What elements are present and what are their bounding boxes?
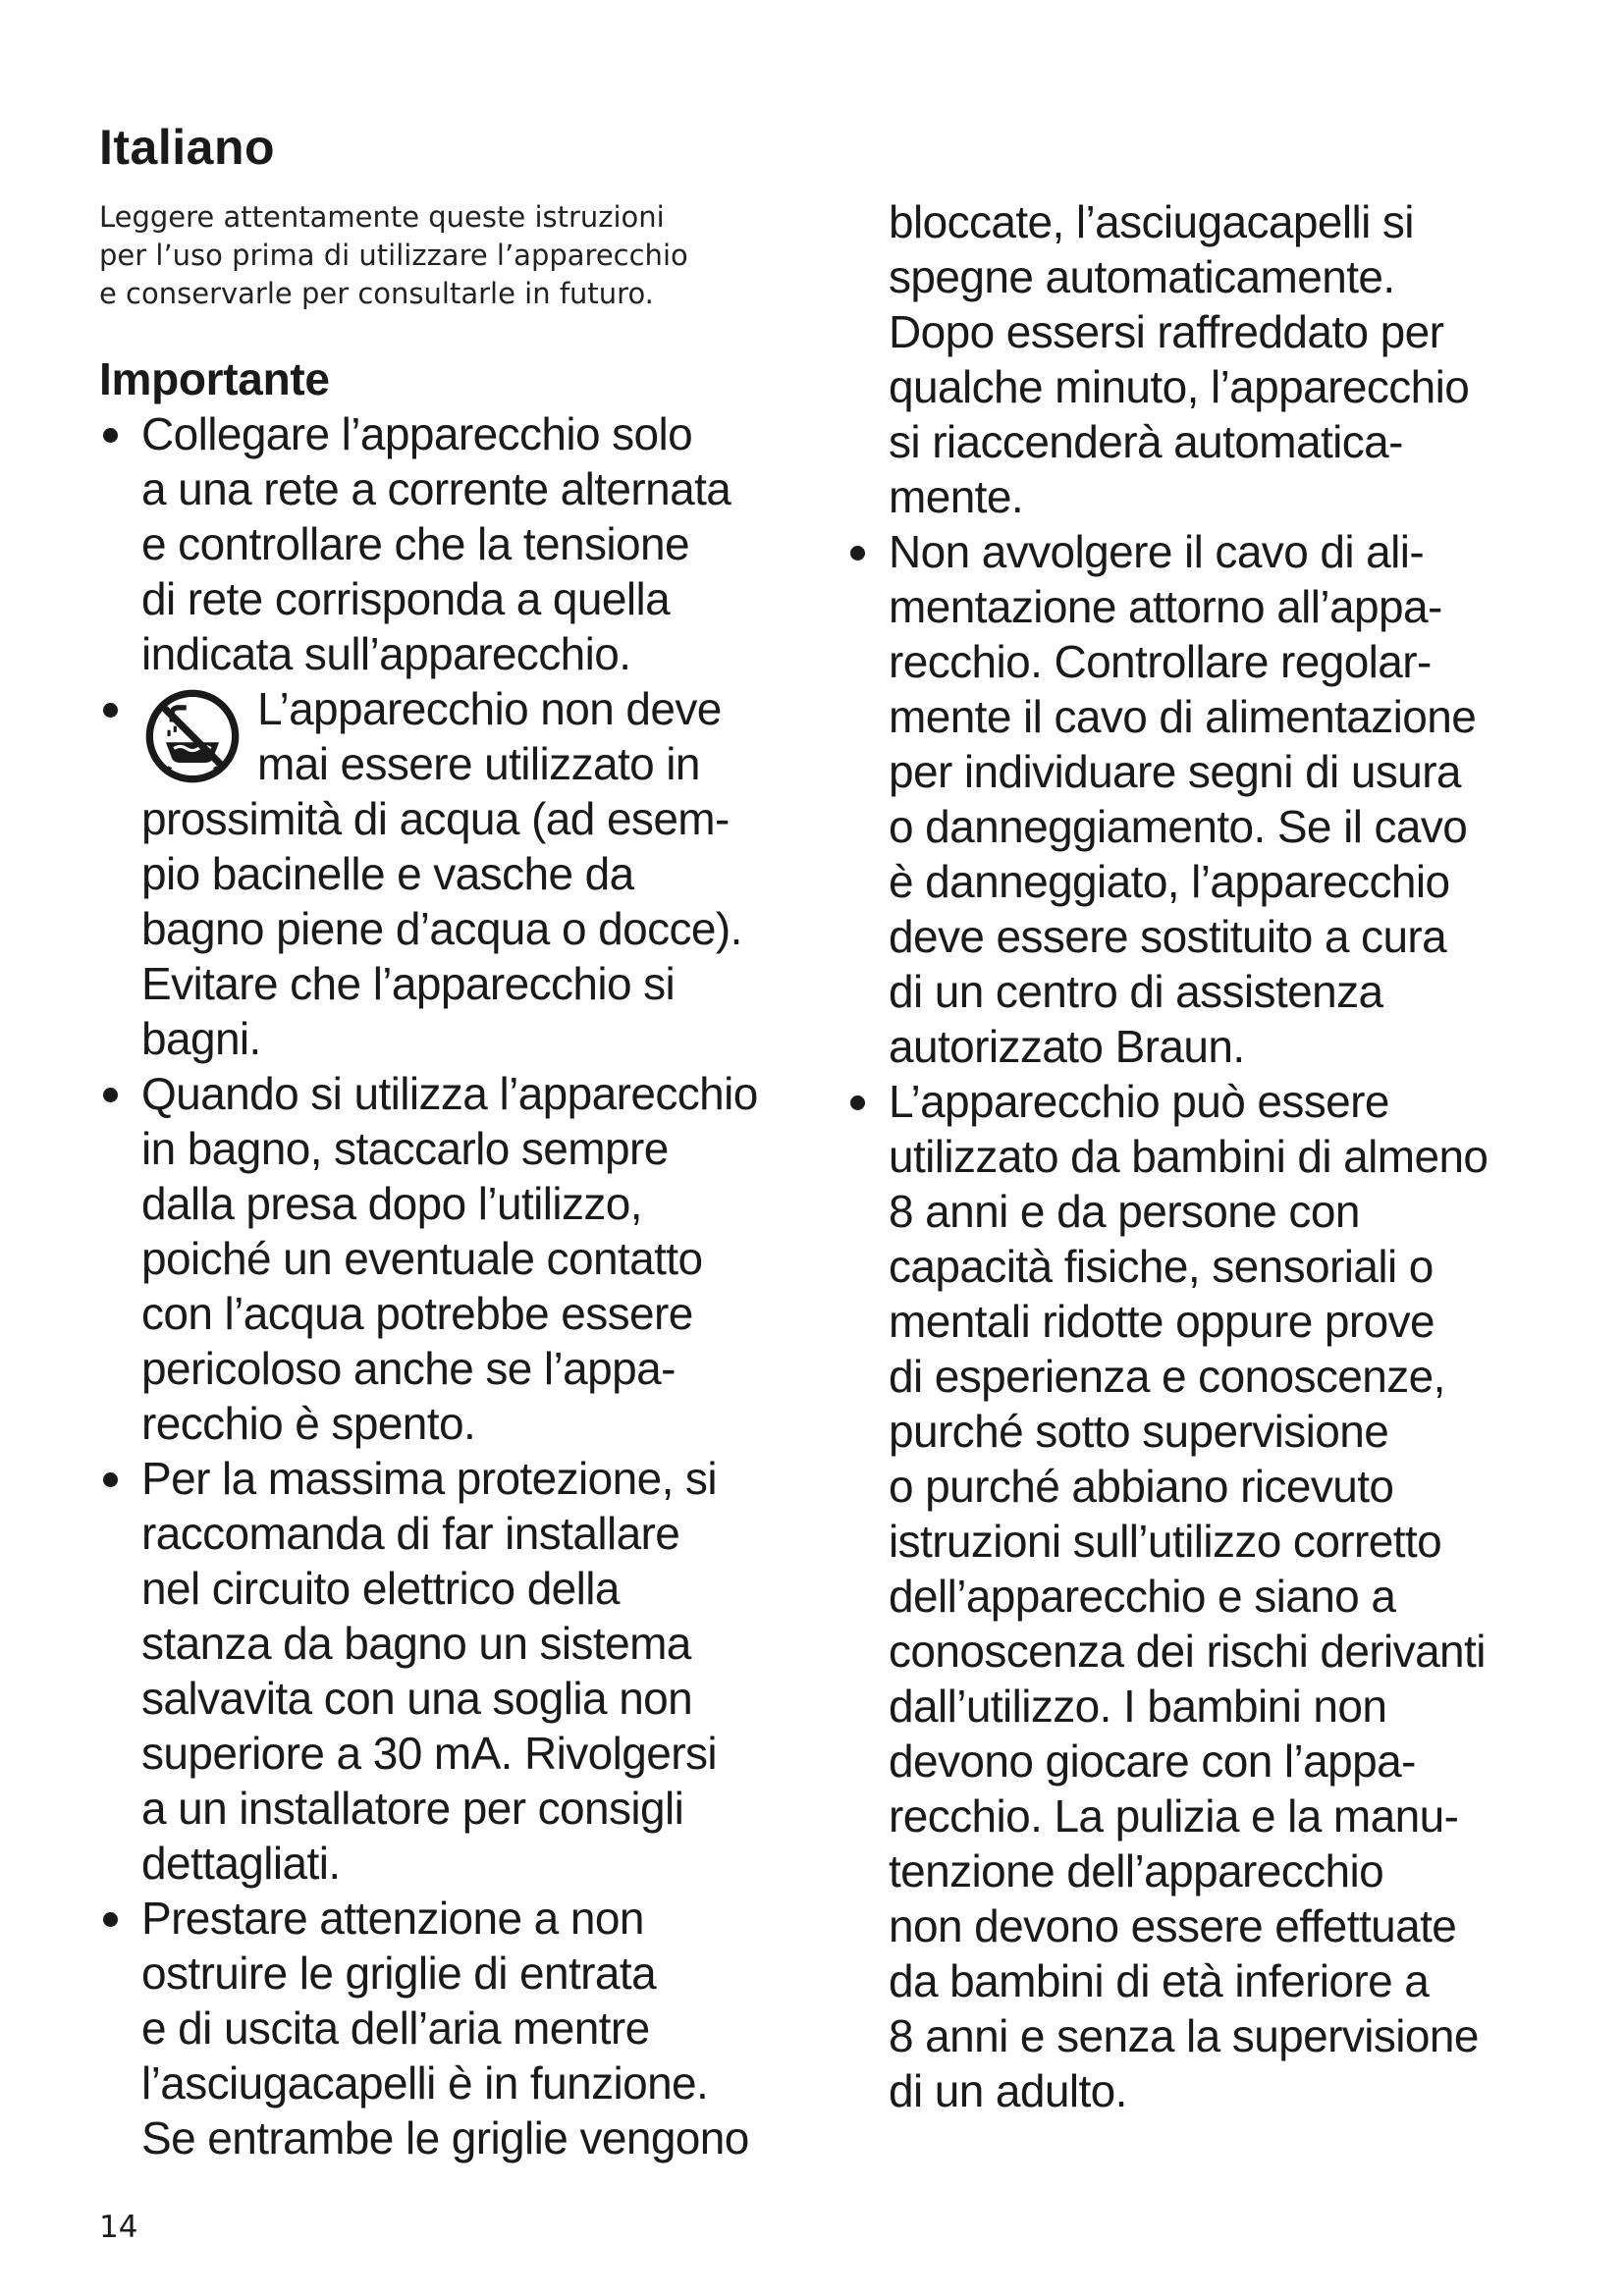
- text-line: o purché abbiano ricevuto: [889, 1461, 1394, 1512]
- text-line: qualche minuto, l’apparecchio: [889, 361, 1470, 412]
- text-line: è danneggiato, l’apparecchio: [889, 856, 1450, 907]
- text-line: capacità fisiche, sensoriali o: [889, 1241, 1434, 1292]
- text-line: pio bacinelle e vasche da: [141, 848, 634, 899]
- text-line: bagni.: [141, 1013, 261, 1064]
- text-line: dall’utilizzo. I bambini non: [889, 1681, 1387, 1732]
- text-line: nel circuito elettrico della: [141, 1563, 620, 1614]
- text-line: Quando si utilizza l’apparecchio: [141, 1068, 758, 1119]
- text-line: e controllare che la tensione: [141, 518, 689, 569]
- text-line: 8 anni e da persone con: [889, 1186, 1360, 1237]
- text-line: mentazione attorno all’appa-: [889, 581, 1442, 632]
- right-column: [846, 194, 1593, 2118]
- text-line: dell’apparecchio e siano a: [889, 1571, 1396, 1622]
- safety-list-left: [99, 406, 845, 2165]
- text-line: devono giocare con l’appa-: [889, 1735, 1416, 1787]
- text-line: mente il cavo di alimentazione: [889, 691, 1477, 742]
- text-line: spegne automaticamente.: [889, 251, 1395, 302]
- text-line: recchio è spento.: [141, 1398, 476, 1449]
- text-line: bloccate, l’asciugacapelli si: [889, 196, 1414, 247]
- text-line: autorizzato Braun.: [889, 1021, 1245, 1072]
- intro-line: e conservarle per consultarle in futuro.: [99, 277, 654, 310]
- text-line: L’apparecchio non deve: [257, 683, 722, 734]
- list-item: [846, 524, 1593, 1074]
- text-line: raccomanda di far installare: [141, 1508, 680, 1559]
- intro-text: [99, 198, 806, 313]
- list-item: [99, 681, 845, 1066]
- text-line: Se entrambe le griglie vengono: [141, 2112, 749, 2163]
- text-line: poiché un eventuale contatto: [141, 1233, 703, 1284]
- text-line: Dopo essersi raffreddato per: [889, 306, 1444, 357]
- text-line: ostruire le griglie di entrata: [141, 1948, 657, 1999]
- text-line: Per la massima protezione, si: [141, 1453, 717, 1504]
- text-line: e di uscita dell’aria mentre: [141, 2002, 650, 2054]
- intro-line: Leggere attentamente queste istruzioni: [99, 200, 665, 234]
- text-line: indicata sull’apparecchio.: [141, 628, 631, 679]
- text-line: deve essere sostituito a cura: [889, 911, 1447, 962]
- section-heading: Importante: [99, 353, 330, 404]
- text-line: purché sotto supervisione: [889, 1406, 1389, 1457]
- text-line: stanza da bagno un sistema: [141, 1618, 691, 1669]
- list-item: [99, 1891, 845, 2165]
- list-item: [99, 1451, 845, 1891]
- icon-row: [141, 681, 845, 791]
- text-line: 8 anni e senza la supervisione: [889, 2010, 1479, 2061]
- text-line: di rete corrisponda a quella: [141, 573, 671, 624]
- text-line: dettagliati.: [141, 1838, 341, 1889]
- text-line: o danneggiamento. Se il cavo: [889, 801, 1468, 852]
- text-line: mente.: [889, 471, 1024, 522]
- text-line: pericoloso anche se l’appa-: [141, 1343, 676, 1394]
- text-line: da bambini di età inferiore a: [889, 1955, 1430, 2006]
- text-line: mai essere utilizzato in: [257, 738, 700, 789]
- text-line: Prestare attenzione a non: [141, 1893, 644, 1944]
- text-line: salvavita con una soglia non: [141, 1673, 693, 1724]
- intro-line: per l’uso prima di utilizzare l’apparecchio: [99, 239, 688, 272]
- page-title: Italiano: [99, 120, 276, 175]
- text-line: tenzione dell’apparecchio: [889, 1845, 1384, 1896]
- list-item-continuation: [846, 194, 1593, 524]
- page-number: 14: [99, 2210, 138, 2245]
- text-line: Non avvolgere il cavo di ali-: [889, 526, 1425, 577]
- safety-list-right: [846, 194, 1593, 2118]
- text-line: dalla presa dopo l’utilizzo,: [141, 1178, 642, 1229]
- list-item: [846, 1074, 1593, 2118]
- text-line: per individuare segni di usura: [889, 746, 1461, 797]
- text-line: Collegare l’apparecchio solo: [141, 408, 693, 459]
- text-line: recchio. La pulizia e la manu-: [889, 1790, 1459, 1842]
- text-line: conoscenza dei rischi derivanti: [889, 1626, 1486, 1677]
- text-line: si riaccenderà automatica-: [889, 416, 1403, 467]
- text-line: di un adulto.: [889, 2065, 1127, 2116]
- text-line: di esperienza e conoscenze,: [889, 1351, 1445, 1402]
- list-item: [99, 406, 845, 681]
- text-line: con l’acqua potrebbe essere: [141, 1288, 693, 1339]
- text-line: prossimità di acqua (ad esem-: [141, 793, 730, 844]
- text-line: a un installatore per consigli: [141, 1783, 684, 1834]
- text-line: istruzioni sull’utilizzo corretto: [889, 1516, 1442, 1567]
- text-line: utilizzato da bambini di almeno: [889, 1131, 1489, 1182]
- text-line: recchio. Controllare regolar-: [889, 636, 1432, 687]
- text-line: a una rete a corrente alternata: [141, 463, 731, 514]
- left-column: [99, 351, 845, 2165]
- text-line: l’asciugacapelli è in funzione.: [141, 2057, 709, 2109]
- text-line: mentali ridotte oppure prove: [889, 1296, 1435, 1347]
- text-line: bagno piene d’acqua o docce).: [141, 903, 742, 954]
- text-line: di un centro di assistenza: [889, 966, 1383, 1017]
- text-line: Evitare che l’apparecchio si: [141, 958, 676, 1009]
- text-line: in bagno, staccarlo sempre: [141, 1123, 669, 1174]
- list-item: [99, 1066, 845, 1451]
- no-water-bathtub-icon: [141, 685, 244, 787]
- text-line: superiore a 30 mA. Rivolgersi: [141, 1728, 717, 1779]
- text-line: L’apparecchio può essere: [889, 1076, 1389, 1127]
- text-line: non devono essere effettuate: [889, 1900, 1457, 1951]
